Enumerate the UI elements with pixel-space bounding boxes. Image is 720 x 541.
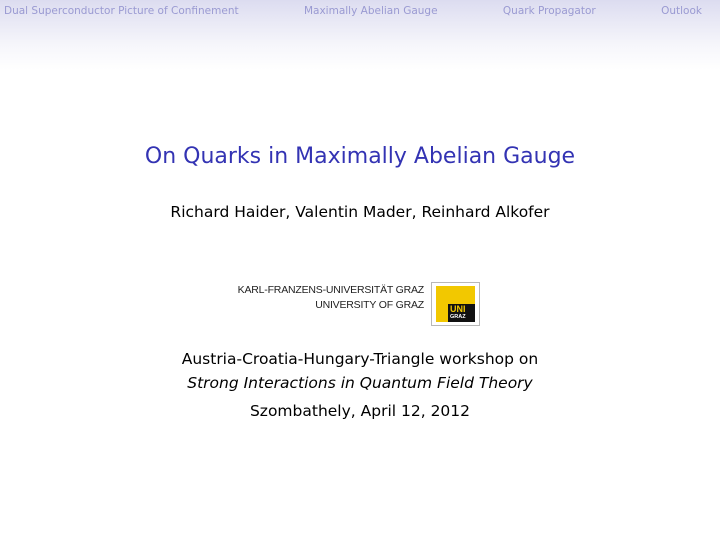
university-name-english: UNIVERSITY OF GRAZ [315,299,424,311]
nav-item-quark-propagator[interactable]: Quark Propagator [502,5,596,17]
nav-item-maximally-abelian-gauge[interactable]: Maximally Abelian Gauge [303,5,438,17]
university-name-german: KARL-FRANZENS-UNIVERSITÄT GRAZ [237,284,424,296]
nav-item-dual-superconductor[interactable]: Dual Superconductor Picture of Confinement [4,5,239,17]
section-nav [0,0,720,22]
university-logo [431,282,480,326]
nav-item-outlook[interactable]: Outlook [661,5,702,17]
logo-graz-text: GRAZ [450,314,466,320]
slide-authors: Richard Haider, Valentin Mader, Reinhard Alkofer [170,203,550,221]
logo-uni-text: UNI [450,304,466,314]
event-date-location: Szombathely, April 12, 2012 [249,402,471,420]
event-subtitle: Strong Interactions in Quantum Field Theory [187,374,533,392]
logo-black-block [448,304,475,322]
slide-title: On Quarks in Maximally Abelian Gauge [144,144,576,169]
header-bar [0,0,720,70]
event-name: Austria-Croatia-Hungary-Triangle workshop on [181,350,539,368]
